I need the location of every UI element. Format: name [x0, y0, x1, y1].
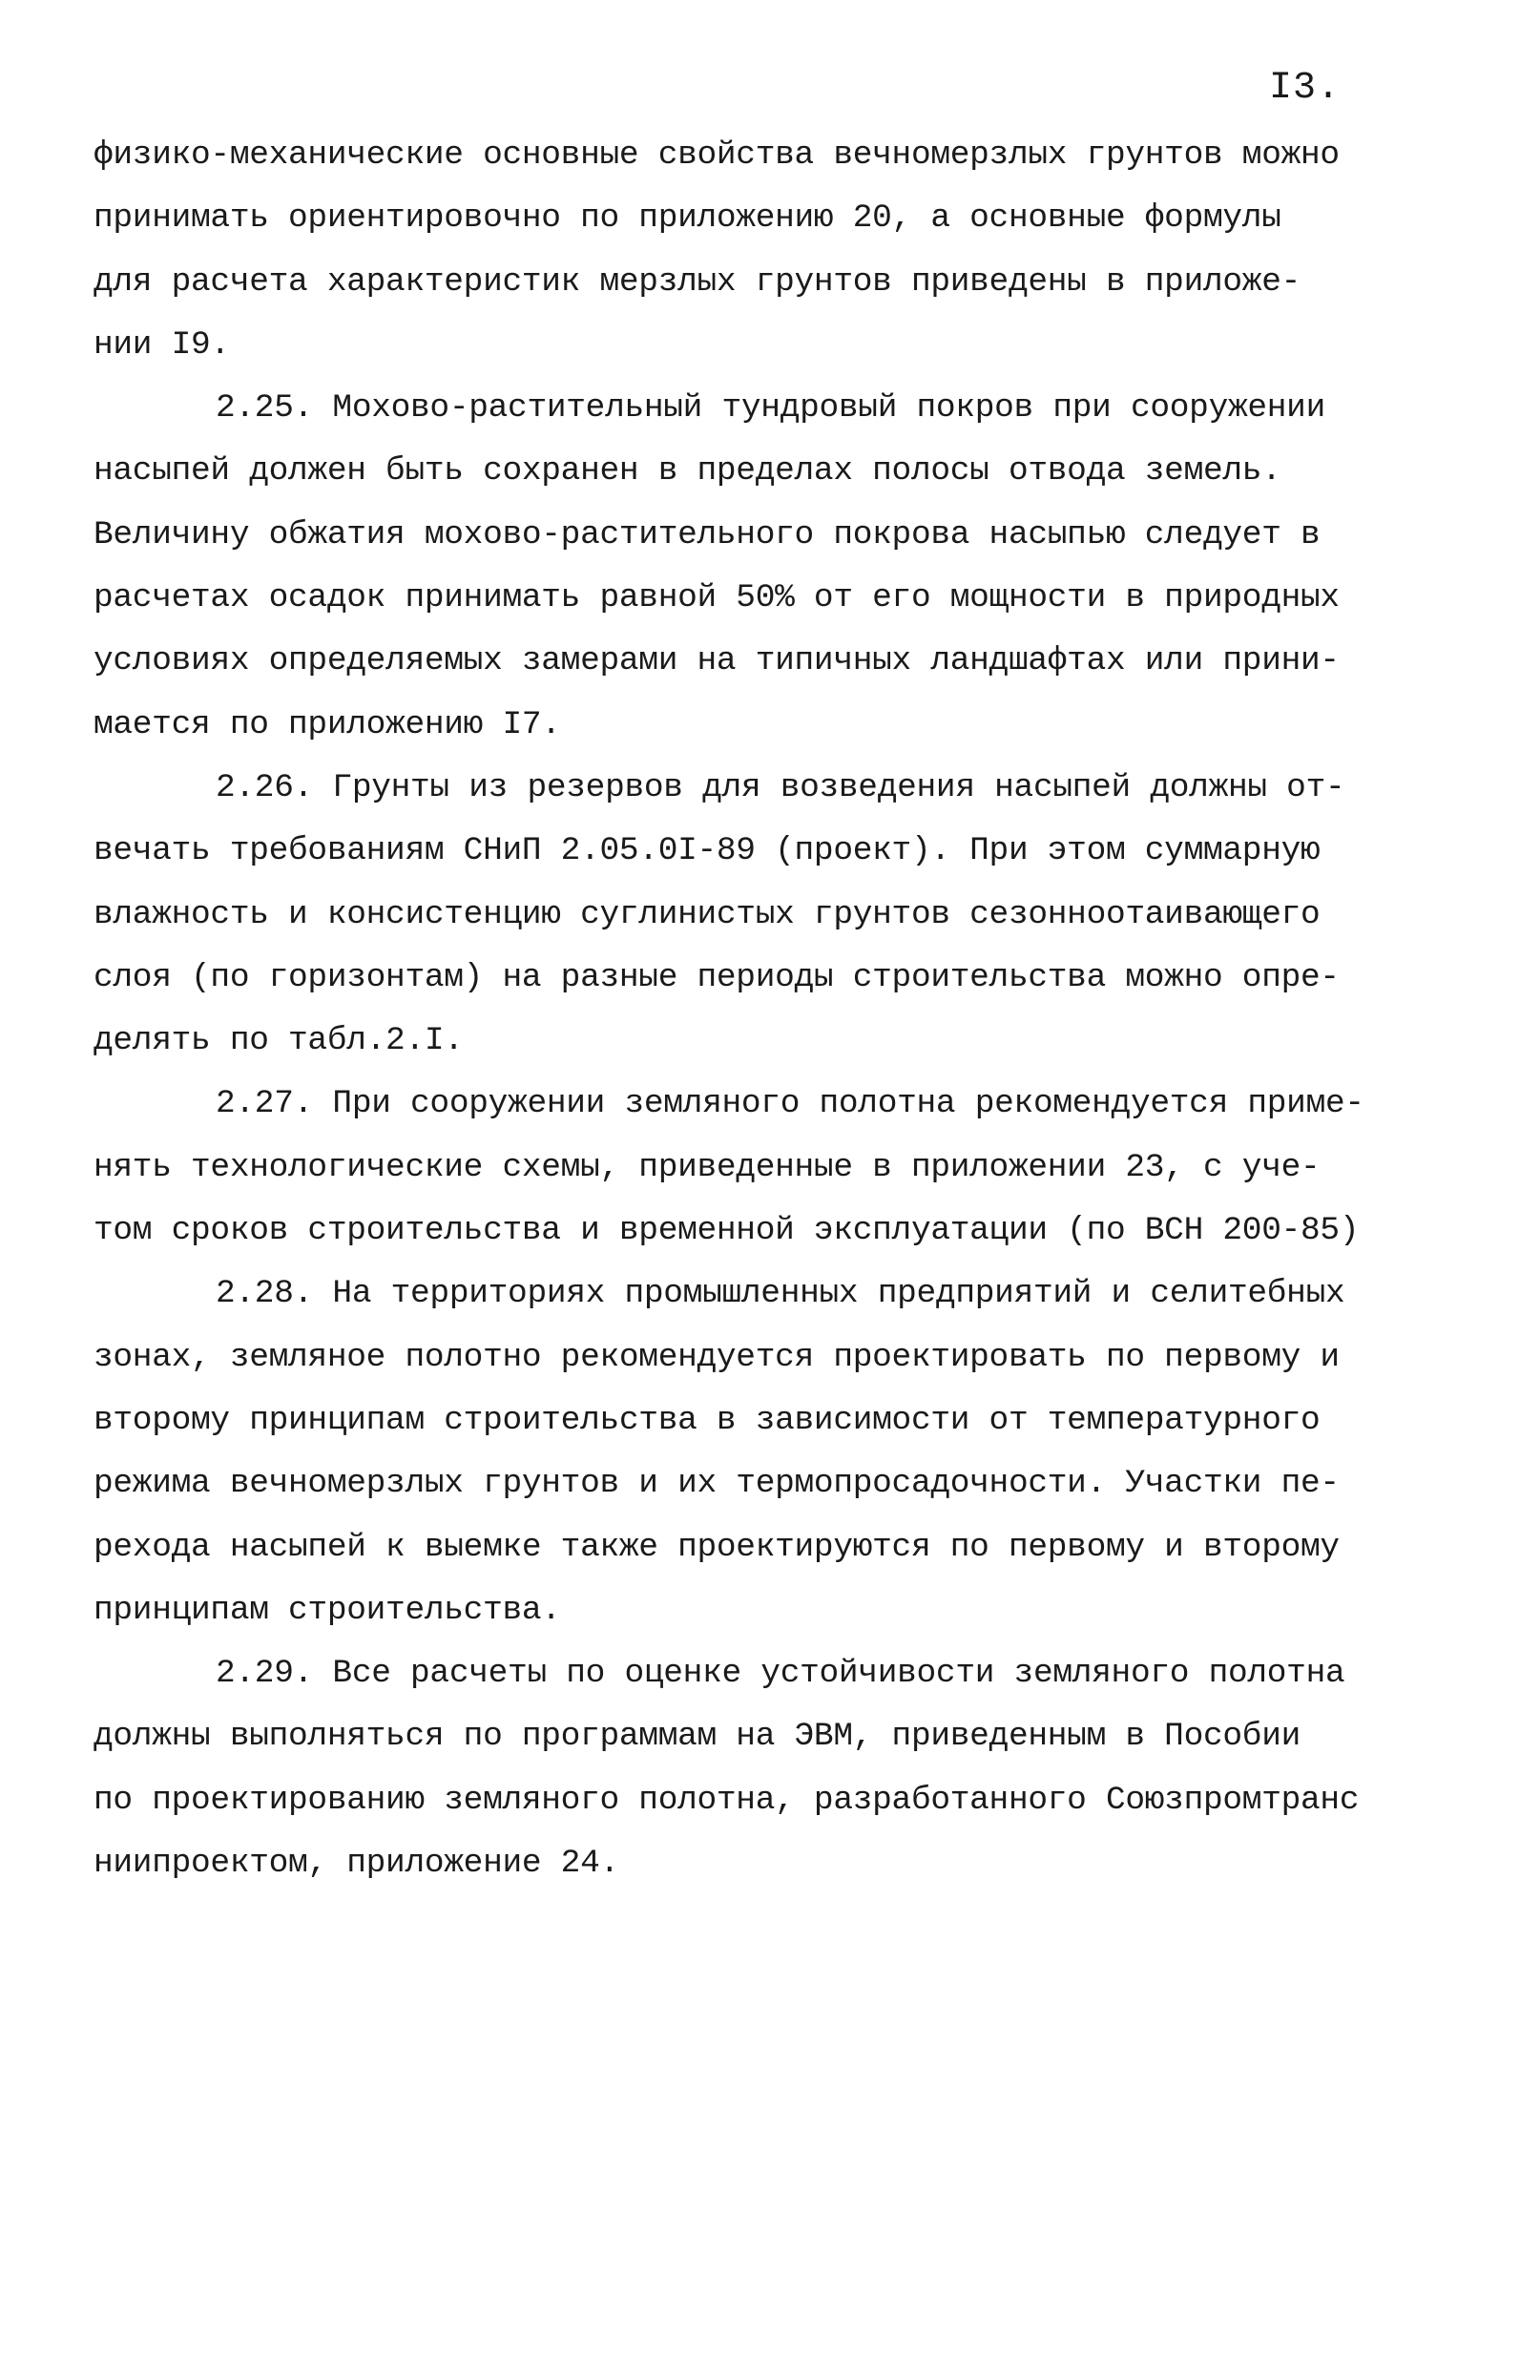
page-number: I3.	[1269, 67, 1342, 110]
text-line: второму принципам строительства в зависимости от температурного	[94, 1401, 1321, 1439]
body-text	[94, 124, 1410, 1895]
paragraph-2-25-start: 2.25. Мохово-растительный тундровый покров при сооружении	[216, 389, 1325, 428]
text-line: делять по табл.2.I.	[94, 1022, 464, 1060]
text-line: мается по приложению I7.	[94, 705, 561, 743]
text-line: слоя (по горизонтам) на разные периоды строительства можно опре-	[94, 958, 1340, 996]
text-line: режима вечномерзлых грунтов и их термопросадочности. Участки пе-	[94, 1465, 1340, 1503]
text-line: том сроков строительства и временной эксплуатации (по ВСН 200-85)	[94, 1212, 1360, 1250]
text-line: вечать требованиям СНиП 2.05.0I-89 (проект). При этом суммарную	[94, 832, 1321, 870]
text-line: должны выполняться по программам на ЭВМ, приведенным в Пособии	[94, 1718, 1301, 1756]
text-line: насыпей должен быть сохранен в пределах полосы отвода земель.	[94, 452, 1281, 491]
paragraph-2-26-start: 2.26. Грунты из резервов для возведения насыпей должны от-	[216, 768, 1345, 806]
text-line: расчетах осадок принимать равной 50% от его мощности в природных	[94, 579, 1340, 617]
text-line: по проектированию земляного полотна, разработанного Союзпромтранс	[94, 1781, 1360, 1819]
text-line: нии I9.	[94, 325, 230, 364]
text-line: нять технологические схемы, приведенные в приложении 23, с уче-	[94, 1148, 1321, 1186]
text-line: рехода насыпей к выемке также проектируются по первому и второму	[94, 1528, 1340, 1566]
text-line: Величину обжатия мохово-растительного покрова насыпью следует в	[94, 515, 1321, 553]
text-line: принимать ориентировочно по приложению 20, а основные формулы	[94, 199, 1281, 238]
text-line: влажность и консистенцию суглинистых грунтов сезонноотаивающего	[94, 895, 1321, 933]
paragraph-2-28-start: 2.28. На территориях промышленных предприятий и селитебных	[216, 1275, 1345, 1313]
paragraph-2-27-start: 2.27. При сооружении земляного полотна рекомендуется приме-	[216, 1085, 1364, 1123]
text-line: принципам строительства.	[94, 1591, 561, 1629]
text-line: условиях определяемых замерами на типичных ландшафтах или прини-	[94, 642, 1340, 680]
text-line: зонах, земляное полотно рекомендуется проектировать по первому и	[94, 1338, 1340, 1376]
text-line: для расчета характеристик мерзлых грунтов приведены в приложе-	[94, 262, 1301, 301]
text-line: физико-механические основные свойства вечномерзлых грунтов можно	[94, 136, 1340, 174]
paragraph-2-29-start: 2.29. Все расчеты по оценке устойчивости земляного полотна	[216, 1655, 1345, 1693]
text-line: ниипроектом, приложение 24.	[94, 1845, 619, 1883]
